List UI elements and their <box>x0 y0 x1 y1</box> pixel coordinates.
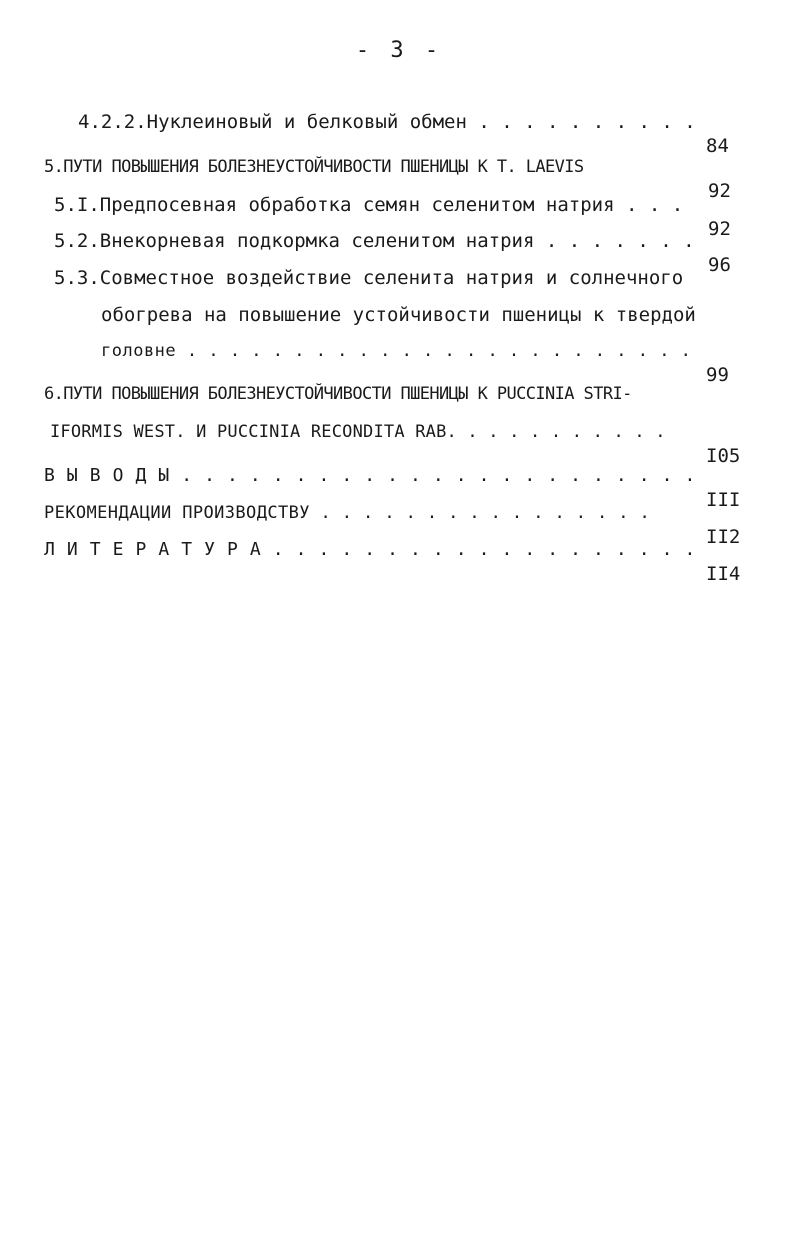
toc-entry-text: РЕКОМЕНДАЦИИ ПРОИЗВОДСТВУ . . . . . . . . . . . . . . . . <box>44 503 651 523</box>
toc-entry-text: 6.ПУТИ ПОВЫШЕНИЯ БОЛЕЗНЕУСТОЙЧИВОСТИ ПШЕНИЦЫ К PUCCINIA STRI- <box>44 384 632 404</box>
toc-entry-page: II2 <box>706 526 741 548</box>
toc-entry-text: 5.ПУТИ ПОВЫШЕНИЯ БОЛЕЗНЕУСТОЙЧИВОСТИ ПШЕНИЦЫ К Т. LAEVIS <box>44 157 584 177</box>
page-number: - 3 - <box>355 38 443 63</box>
toc-entry-text: 5.2.Внекорневая подкормка селенитом натрия . . . . . . . <box>54 230 695 252</box>
toc-entry-page: 84 <box>706 135 729 157</box>
toc-entry-page: 92 <box>708 218 731 240</box>
toc-entry-text: Л И Т Е Р А Т У Р А . . . . . . . . . . . . . . . . . . . <box>44 539 696 560</box>
toc-entry-page: 96 <box>708 254 731 276</box>
toc-entry-text: В Ы В О Д Ы . . . . . . . . . . . . . . . . . . . . . . . <box>44 465 696 486</box>
toc-entry-page: II4 <box>706 563 741 585</box>
toc-entry-page: 99 <box>706 364 729 386</box>
toc-entry-page: I05 <box>706 445 741 467</box>
toc-entry-text: 4.2.2.Нуклеиновый и белковый обмен . . . . . . . . . . <box>78 111 696 133</box>
toc-entry-text: IFORMIS WEST. И PUCCINIA RECONDITA RAB. . . . . . . . . . . <box>50 422 666 442</box>
toc-entry-text: 5.I.Предпосевная обработка семян селенитом натрия . . . <box>54 194 684 216</box>
toc-entry-text: обогрева на повышение устойчивости пшеницы к твердой <box>101 304 696 326</box>
toc-entry-page: 92 <box>708 180 731 202</box>
toc-entry-page: III <box>706 489 741 511</box>
toc-entry-text: головне . . . . . . . . . . . . . . . . . . . . . . . . <box>101 341 692 361</box>
toc-entry-text: 5.3.Совместное воздействие селенита натрия и солнечного <box>54 267 684 289</box>
